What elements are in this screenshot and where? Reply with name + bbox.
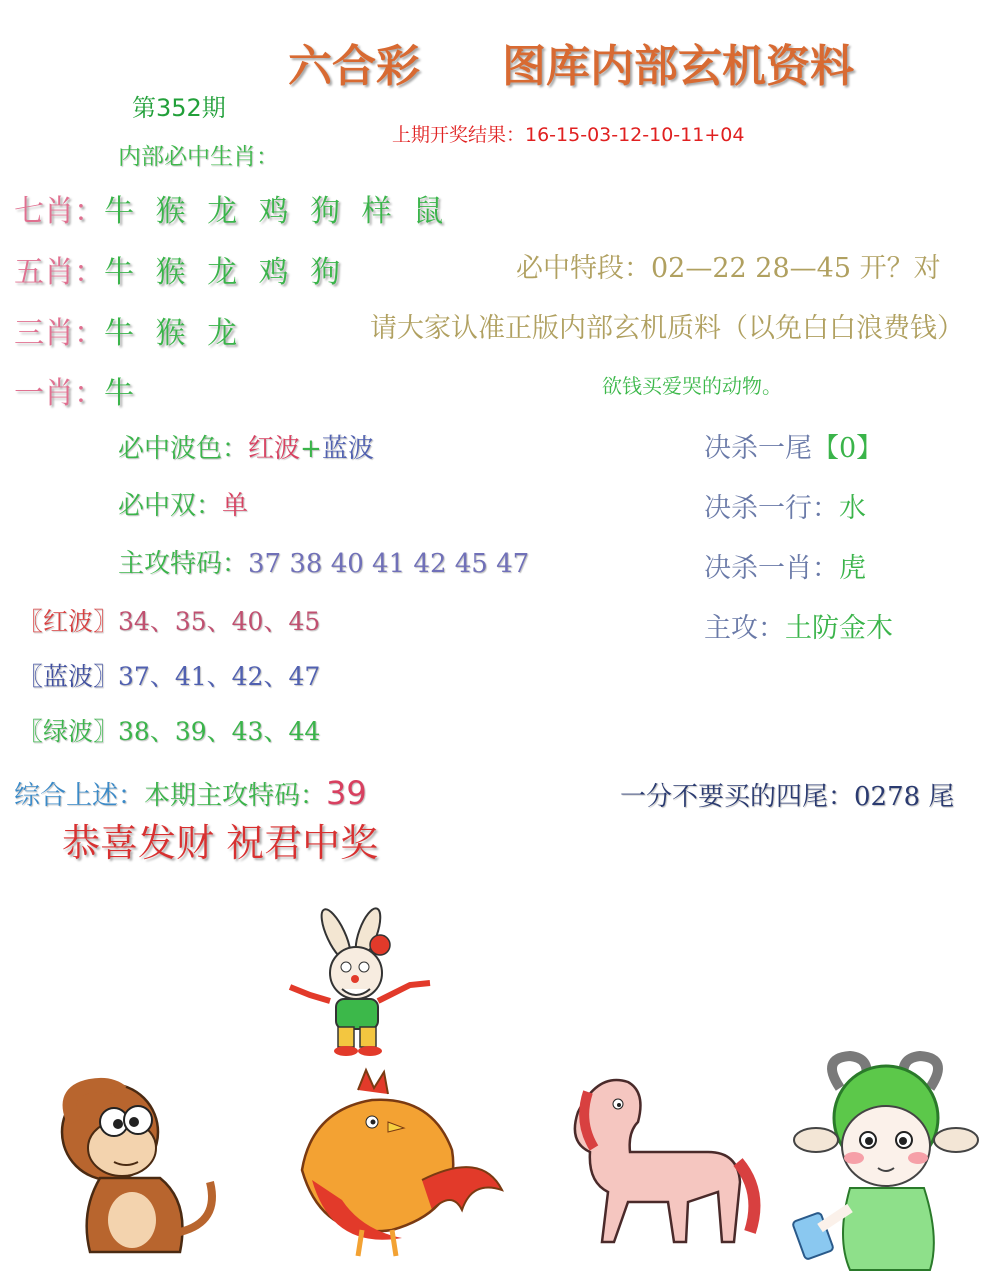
issue-number: 第352期 — [132, 94, 226, 122]
title-right: 图库内部玄机资料 — [502, 41, 854, 92]
summary-line — [14, 774, 367, 812]
blessing-text: 恭喜发财 祝君中奖 — [62, 821, 379, 865]
five-zodiac-label: 五肖： — [14, 255, 104, 290]
must-wave-color — [118, 428, 374, 465]
green-wave-label: 〖绿波〗 — [18, 717, 119, 746]
kill-one-zodiac — [704, 546, 866, 585]
three-zodiac-label: 三肖： — [14, 316, 104, 351]
five-zodiac-values: 牛 猴 龙 鸡 狗 — [104, 255, 347, 290]
kill-tail-value: 【0】 — [812, 433, 884, 464]
kill-zodiac-value: 虎 — [839, 553, 866, 584]
kill-one-tail — [704, 426, 883, 465]
main-element-value: 土防金木 — [785, 613, 893, 644]
main-element — [704, 606, 893, 645]
special-segment: 必中特段：02—22 28—45 开？对 — [516, 253, 941, 284]
four-tails-avoid: 一分不要买的四尾：0278 尾 — [620, 782, 955, 812]
horse-picture — [518, 1052, 768, 1252]
rooster-picture — [262, 1060, 512, 1260]
kill-element-value: 水 — [839, 493, 866, 524]
wave-color-plus: + — [300, 434, 322, 464]
red-wave-row — [18, 602, 320, 638]
authenticity-notice: 请大家认准正版内部玄机质料（以免白白浪费钱） — [370, 313, 964, 344]
kill-element-label: 决杀一行： — [704, 493, 839, 524]
blue-wave-row — [18, 657, 320, 693]
odd-even-label: 必中双： — [118, 491, 223, 521]
blue-wave-label: 〖蓝波〗 — [18, 662, 119, 691]
summary-label: 综合上述： — [14, 781, 145, 811]
one-zodiac-label: 一肖： — [14, 376, 104, 411]
main-special-codes — [118, 543, 529, 580]
seven-zodiac-line — [14, 186, 449, 230]
must-odd-even — [118, 485, 248, 522]
kill-tail-label: 决杀一尾 — [704, 433, 812, 464]
wave-color-red: 红波 — [248, 434, 301, 464]
one-zodiac-line — [14, 368, 140, 412]
summary-number: 39 — [326, 774, 367, 812]
riddle-text: 欲钱买爱哭的动物。 — [602, 374, 782, 398]
last-draw-result: 上期开奖结果：16-15-03-12-10-11+04 — [392, 124, 745, 146]
must-zodiac-heading: 内部必中生肖： — [118, 144, 279, 170]
wave-color-label: 必中波色： — [118, 434, 249, 464]
odd-even-value: 单 — [222, 491, 249, 521]
seven-zodiac-label: 七肖： — [14, 194, 104, 229]
main-codes-label: 主攻特码： — [118, 549, 249, 579]
main-codes-value: 37 38 40 41 42 45 47 — [248, 549, 530, 579]
goat-picture — [780, 1048, 995, 1273]
five-zodiac-line — [14, 247, 346, 291]
kill-one-element — [704, 486, 866, 525]
kill-zodiac-label: 决杀一肖： — [704, 553, 839, 584]
three-zodiac-values: 牛 猴 龙 — [104, 316, 244, 351]
red-wave-label: 〖红波〗 — [18, 607, 119, 636]
green-wave-row — [18, 712, 320, 748]
title-left: 六合彩 — [288, 41, 420, 92]
summary-mid: 本期主攻特码： — [144, 781, 327, 811]
main-element-label: 主攻： — [704, 613, 785, 644]
blue-wave-values: 37、41、42、47 — [118, 662, 321, 691]
monkey-picture — [30, 1062, 235, 1262]
one-zodiac-values: 牛 — [104, 376, 140, 411]
red-wave-values: 34、35、40、45 — [118, 607, 321, 636]
wave-color-blue: 蓝波 — [321, 434, 374, 464]
three-zodiac-line — [14, 308, 243, 352]
green-wave-values: 38、39、43、44 — [118, 717, 321, 746]
rabbit-picture — [260, 905, 460, 1060]
seven-zodiac-values: 牛 猴 龙 鸡 狗 样 鼠 — [104, 194, 450, 229]
